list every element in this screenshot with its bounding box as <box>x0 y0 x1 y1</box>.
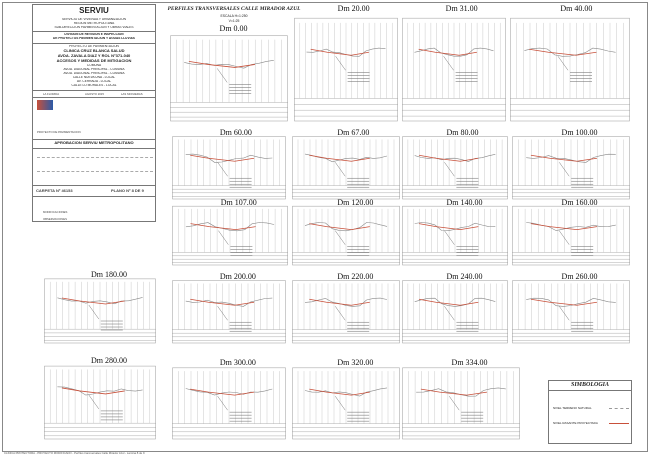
annotation-leader <box>444 306 454 320</box>
profile-dm-160 <box>512 198 630 266</box>
legend-swatch-rasante <box>609 423 629 424</box>
annotation-leader <box>335 306 345 320</box>
profile-drawing <box>402 358 520 440</box>
profile-label: Dm 200.00 <box>219 272 256 281</box>
profile-drawing <box>292 128 400 200</box>
legend-swatch-terrain <box>609 408 629 409</box>
annotation-leader <box>559 306 569 320</box>
revision-modificaciones: MODIFICACIONES <box>43 210 68 214</box>
revision-heading-2: DE PROYECTOS PAVIMENTACION Y AGUAS LLUVIAS <box>53 37 135 40</box>
profile-dm-20 <box>294 4 398 122</box>
profile-dm-300 <box>172 358 286 440</box>
rasante-line <box>419 299 478 305</box>
project-line: CALLE LO MORALES - LOCAL <box>71 84 117 87</box>
legend-title: SIMBOLOGIA <box>549 381 631 391</box>
rasante-line <box>311 49 369 55</box>
profile-drawing <box>510 4 630 122</box>
profile-drawing <box>402 4 506 122</box>
annotation-leader <box>449 396 459 410</box>
profile-dm-67 <box>292 128 400 200</box>
profile-label: Dm 220.00 <box>337 272 374 281</box>
profile-drawing <box>170 24 288 122</box>
profile-dm-260 <box>512 272 630 344</box>
annotation-leader <box>336 56 346 70</box>
profile-drawing <box>292 272 400 344</box>
annotation-leader <box>559 162 569 176</box>
title-block <box>32 4 156 222</box>
annotation-leader <box>444 56 454 70</box>
profile-drawing <box>44 356 156 440</box>
profile-dm-200 <box>172 272 286 344</box>
profile-label: Dm 280.00 <box>91 356 128 365</box>
project-line: COMUNA <box>86 64 102 67</box>
project-line: AVDA. DIAGONAL PRINCIPAL - COMUNA <box>63 68 125 71</box>
main-scale-h: ESCALA H=1:250 <box>220 14 248 18</box>
main-scale-v: V=1:25 <box>228 19 240 23</box>
project-line: PROYECTO DE PAVIMENTACION <box>69 45 119 48</box>
profile-drawing <box>172 358 286 440</box>
profile-label: Dm 334.00 <box>451 358 488 367</box>
annotation-leader <box>217 68 227 82</box>
commune: LA FLORIDA <box>43 92 60 96</box>
profile-label: Dm 40.00 <box>560 4 593 13</box>
profile-label: Dm 160.00 <box>561 198 598 207</box>
profile-dm-31 <box>402 4 506 122</box>
profile-label: Dm 20.00 <box>337 4 370 13</box>
profile-drawing <box>402 128 508 200</box>
annotation-leader <box>559 231 569 245</box>
profile-drawing <box>292 358 400 440</box>
profile-label: Dm 31.00 <box>445 4 478 13</box>
profile-drawing <box>172 198 288 266</box>
org-line-1: SERVICIO DE VIVIENDA Y URBANIZACION <box>62 18 126 21</box>
rasante-line <box>419 49 477 55</box>
project-line: CALLE NUEVA UNA - LOCAL <box>72 76 116 79</box>
profile-label: Dm 260.00 <box>561 272 598 281</box>
rasante-line <box>421 389 487 395</box>
consultant-logo <box>37 100 53 110</box>
revision-observaciones: OBSERVACIONES <box>43 217 67 221</box>
profile-dm-120 <box>292 198 400 266</box>
legend <box>548 380 632 444</box>
profile-label: Dm 300.00 <box>219 358 256 367</box>
approval-title: APROBACION SERVIU METROPOLITANO <box>54 141 134 145</box>
org-title: SERVIU <box>79 6 109 15</box>
profile-drawing <box>512 272 630 344</box>
project-line: AVDA. ZAVALA DIAZ Y ROL N°371-040 <box>57 54 131 58</box>
profile-dm-107 <box>172 198 288 266</box>
profile-drawing <box>172 128 286 200</box>
profile-label: Dm 240.00 <box>446 272 483 281</box>
project-line: AVDA. DIAGONAL PRINCIPAL - COMUNA <box>63 72 125 75</box>
annotation-leader <box>444 231 454 245</box>
profile-label: Dm 120.00 <box>337 198 374 207</box>
profile-drawing <box>512 198 630 266</box>
profile-dm-180 <box>44 270 156 344</box>
profile-dm-60 <box>172 128 286 200</box>
profile-dm-140 <box>402 198 508 266</box>
profile-drawing <box>292 198 400 266</box>
profile-label: Dm 180.00 <box>91 270 128 279</box>
profile-dm-40 <box>510 4 630 122</box>
profile-dm-220 <box>292 272 400 344</box>
project-line: CLINICA CRUZ BLANCA SALUD <box>63 49 125 53</box>
profile-label: Dm 140.00 <box>446 198 483 207</box>
rasante-line <box>419 224 478 230</box>
profile-label: Dm 107.00 <box>220 198 257 207</box>
legend-item-terrain: NIVEL TERRENO NATURAL <box>553 406 592 410</box>
profile-drawing <box>44 270 156 344</box>
annotation-leader <box>335 162 345 176</box>
profile-dm-80 <box>402 128 508 200</box>
date: AGOSTO 2015 <box>85 92 104 96</box>
profile-dm-320 <box>292 358 400 440</box>
profile-drawing <box>294 4 398 122</box>
rasante-line <box>531 299 597 305</box>
sector: LAS MONJERAS <box>121 92 143 96</box>
profile-dm-0 <box>170 24 288 122</box>
project-line: AV. CERRADA - LOCAL <box>76 80 112 83</box>
profile-dm-334 <box>402 358 520 440</box>
profile-drawing <box>402 198 508 266</box>
profile-drawing <box>512 128 630 200</box>
revision-heading-1: DIVISION DE REVISION E INSPECCION <box>64 33 124 36</box>
profile-drawing <box>402 272 508 344</box>
org-line-3: SUB-DIRECCION PAVIMENTACION Y OBRAS VIALES <box>54 26 134 29</box>
legend-item-rasante: NIVEL RASANTE PROYECTADA <box>553 421 598 425</box>
profile-label: Dm 67.00 <box>337 128 370 137</box>
profile-dm-280 <box>44 356 156 440</box>
main-title: PERFILES TRANSVERSALES CALLE MIRADOR AZUL <box>167 6 301 12</box>
profile-label: Dm 80.00 <box>446 128 479 137</box>
rasante-line <box>190 155 254 161</box>
profile-label: Dm 320.00 <box>337 358 374 367</box>
profile-dm-240 <box>402 272 508 344</box>
profile-drawing <box>172 272 286 344</box>
annotation-leader <box>444 162 454 176</box>
annotation-leader <box>335 396 345 410</box>
org-line-2: REGION METROPOLITANA <box>73 22 115 25</box>
profile-label: Dm 60.00 <box>219 128 252 137</box>
consultant-label: PROYECTO DE PAVIMENTACION <box>37 130 81 134</box>
profile-label: Dm 100.00 <box>561 128 598 137</box>
project-line: ACCESOS Y MEDIDAS DE MITIGACION <box>56 59 132 63</box>
footer-text: CLINICA PROTECTORA - PROYECTO MODIFICADO - Perfiles transversales Calle Mirador Azul - Lamina 8 de 9 <box>4 451 145 455</box>
profile-label: Dm 0.00 <box>219 24 248 33</box>
annotation-leader <box>335 231 345 245</box>
annotation-leader <box>558 56 568 70</box>
profile-dm-100 <box>512 128 630 200</box>
plano-number: PLANO Nº 8 DE 9 <box>111 188 144 193</box>
carpeta-number: CARPETA Nº 46153 <box>36 188 73 193</box>
